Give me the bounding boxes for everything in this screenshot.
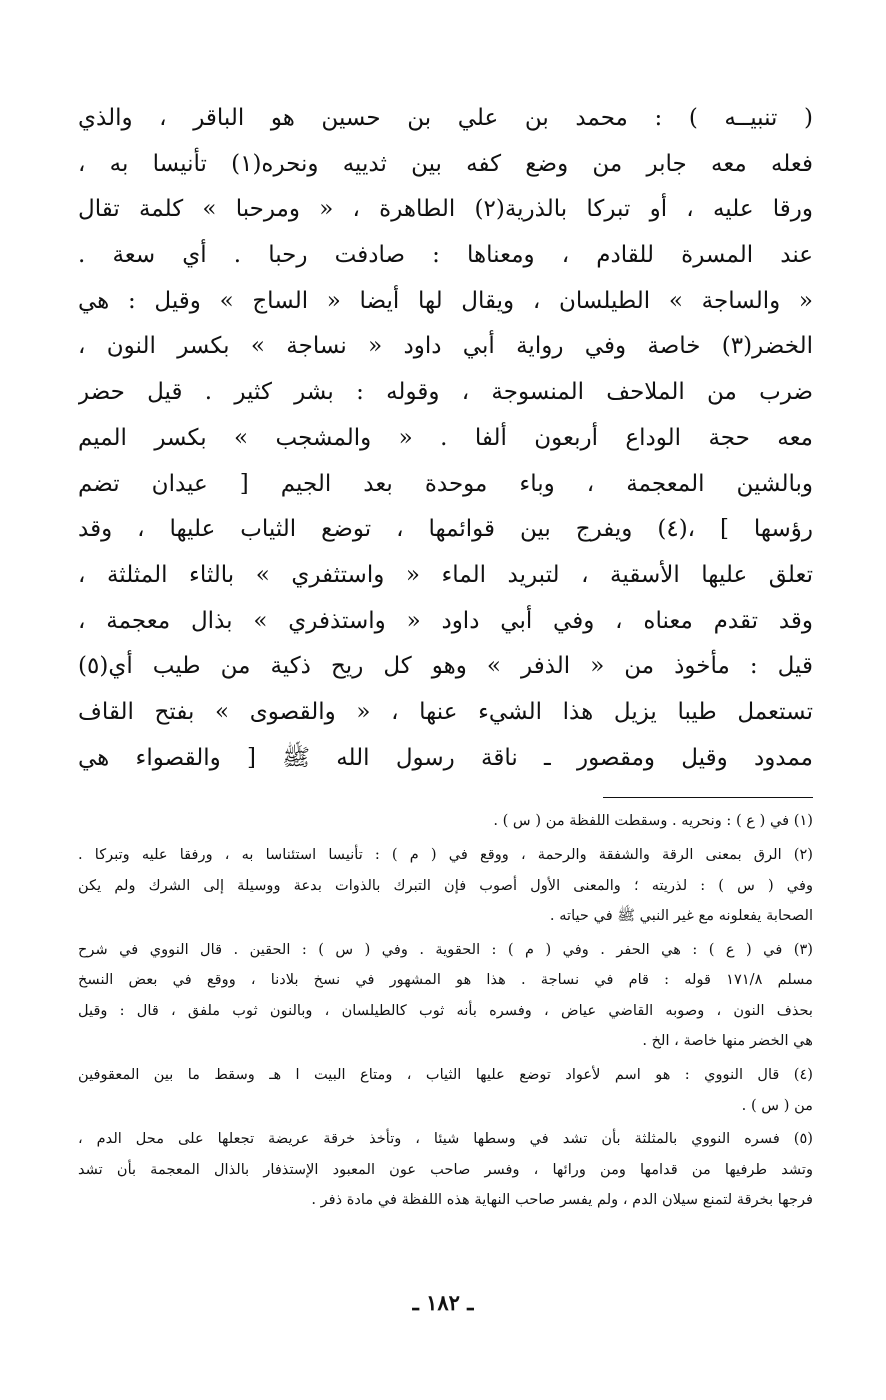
- main-text-line: ممدود وقيل ومقصور ـ ناقة رسول الله ﷺ [ والقصواء هي: [78, 744, 813, 771]
- footnote-line: وتشد طرفيها من قدامها ومن ورائها ، وفسر صاحب عون المعبود الإستذفار بالذال المعجمة بأن تشد: [78, 1160, 813, 1178]
- footnotes-block: [78, 806, 813, 1216]
- footnote-2: [78, 840, 813, 932]
- main-text-line: وقد تقدم معناه ، وفي أبي داود « واستذفري » بذال معجمة ،: [78, 607, 813, 634]
- main-text-block: [78, 96, 813, 781]
- footnote-line: (٢) الرق بمعنى الرقة والشفقة والرحمة ، ووقع في ( م ) : تأنيسا استئناسا به ، ورفقا عليه وتبركا .: [78, 845, 813, 863]
- main-text-line: تعلق عليها الأسقية ، لتبريد الماء « واستثفري » بالثاء المثلثة ،: [78, 561, 813, 588]
- book-page: [78, 96, 813, 1376]
- footnote-line: (٥) فسره النووي بالمثلثة بأن تشد في وسطها شيئا ، وتأخذ خرقة عريضة تجعلها على محل الدم ،: [78, 1130, 813, 1148]
- main-text-line: ( تنبيــه ) : محمد بن علي بن حسين هو الباقر ، والذي: [78, 105, 813, 131]
- main-text-line: عند المسرة للقادم ، ومعناها : صادفت رحبا . أي سعة .: [78, 242, 813, 269]
- footnote-line: فرجها بخرقة لتمنع سيلان الدم ، ولم يفسر صاحب النهاية هذه اللفظة في مادة ذفر .: [311, 1191, 813, 1209]
- main-text-line: رؤسها ] ،(٤) ويفرج بين قوائمها ، توضع الثياب عليها ، وقد: [78, 516, 813, 543]
- main-text-line: ورقا عليه ، أو تبركا بالذرية(٢) الطاهرة ، « ومرحبا » كلمة تقال: [78, 196, 813, 223]
- main-text-line: « والساجة » الطيلسان ، ويقال لها أيضا « الساج » وقيل : هي: [78, 287, 813, 314]
- footnote-line: وفي ( س ) : لذريته ؛ والمعنى الأول أصوب فإن التبرك بالذوات بدعة ووسيلة إلى الشرك ولم يكن: [78, 876, 813, 894]
- main-text-line: معه حجة الوداع أربعون ألفا . « والمشجب » بكسر الميم: [78, 424, 813, 451]
- footnote-line: (٣) في ( ع ) : هي الحفر . وفي ( م ) : الحقوية . وفي ( س ) : الحقين . قال النووي في شرح: [78, 940, 813, 958]
- main-text-line: قيل : مأخوذ من « الذفر » وهو كل ريح ذكية من طيب أي(٥): [78, 653, 813, 680]
- footnote-1: [78, 806, 813, 837]
- footnote-5: [78, 1124, 813, 1216]
- footnote-line: (٤) قال النووي : هو اسم لأعواد توضع عليها الثياب ، ومتاع البيت ا هـ وسقط ما بين المعقوفين: [78, 1066, 813, 1084]
- footnote-line: الصحابة يفعلونه مع غير النبي ﷺ في حياته .: [549, 907, 813, 925]
- footnote-separator: [603, 797, 813, 798]
- footnote-line: بحذف النون ، وصوبه القاضي عياض ، وفسره بأنه ثوب كالطيلسان ، وبالنون ثوب ملفق ، قال : وقيل: [78, 1001, 813, 1019]
- footnote-3: [78, 935, 813, 1057]
- footnote-line: مسلم ١٧١/٨ قوله : قام في نساجة . هذا هو المشهور في نسخ بلادنا ، ووقع في بعض النسخ: [78, 971, 813, 989]
- footnote-line: (١) في ( ع ) : ونحريه . وسقطت اللفظة من ( س ) .: [493, 812, 813, 830]
- main-text-line: فعله معه جابر من وضع كفه بين ثدييه ونحره(١) تأنيسا به ،: [78, 150, 813, 177]
- main-text-line: ضرب من الملاحف المنسوجة ، وقوله : بشر كثير . قيل حضر: [78, 379, 813, 406]
- page-number: ـ ١٨٢ ـ: [412, 1290, 474, 1315]
- footnote-line: هي الخضر منها خاصة ، الخ .: [642, 1032, 813, 1050]
- main-text-line: الخضر(٣) خاصة وفي رواية أبي داود « نساجة » بكسر النون ،: [78, 333, 813, 360]
- footnote-4: [78, 1060, 813, 1121]
- footnote-line: من ( س ) .: [741, 1096, 813, 1114]
- main-text-line: وبالشين المعجمة ، وباء موحدة بعد الجيم [ عيدان تضم: [78, 470, 813, 497]
- main-text-line: تستعمل طيبا يزيل هذا الشيء عنها ، « والقصوى » بفتح القاف: [78, 698, 813, 725]
